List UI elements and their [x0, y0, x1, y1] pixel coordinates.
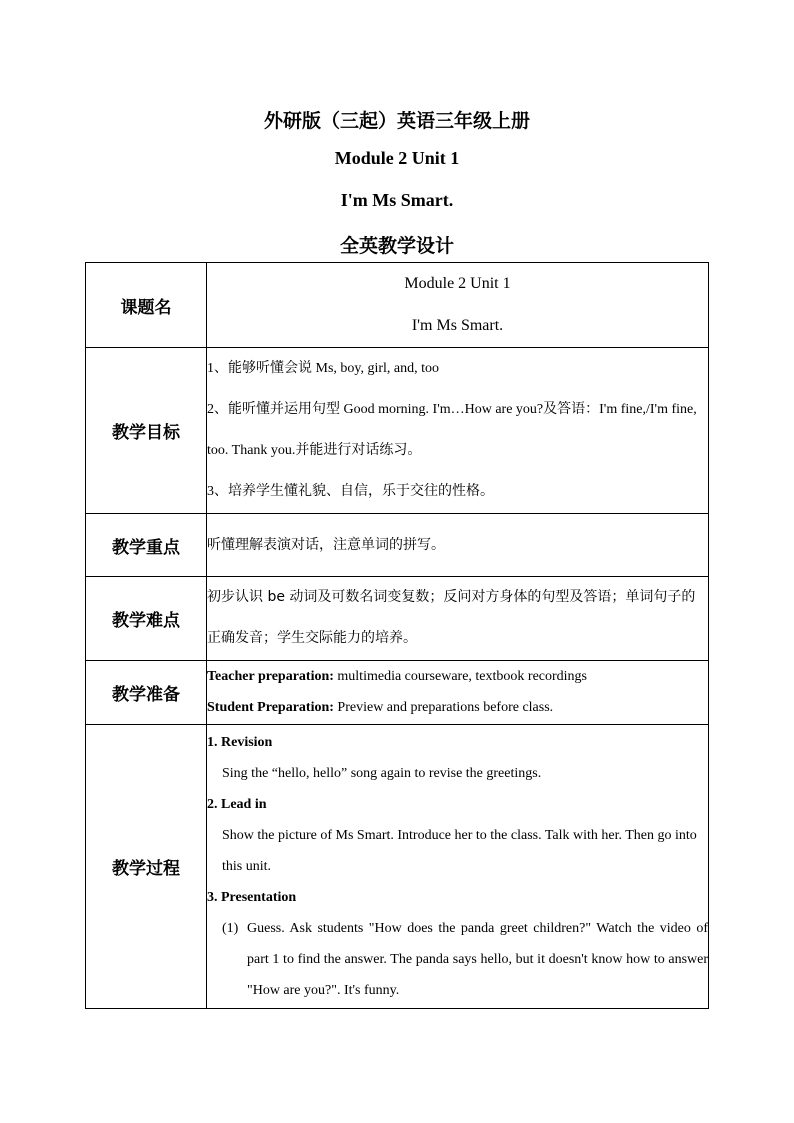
step-lead-in-heading: 2. Lead in [207, 797, 267, 812]
student-preparation [207, 692, 708, 723]
difficulties-content: 初步认识 be 动词及可数名词变复数；反问对方身体的句型及答语；单词句子的正确发音；学生交际能力的培养。 [207, 577, 709, 661]
student-preparation-label: Student Preparation: [207, 700, 334, 715]
row-process [86, 725, 709, 1009]
step-lead-in-text: Show the picture of Ms Smart. Introduce her to the class. Talk with her. Then go into this unit. [222, 828, 697, 874]
key-points-content: 听懂理解表演对话，注意单词的拼写。 [207, 514, 709, 577]
row-topic [86, 263, 709, 348]
row-key-points [86, 514, 709, 577]
row-preparation [86, 661, 709, 725]
label-key-points: 教学重点 [86, 514, 207, 577]
design-heading: 全英教学设计 [339, 235, 454, 257]
topic-content [207, 263, 709, 348]
row-difficulties [86, 577, 709, 661]
step-revision-heading: 1. Revision [207, 735, 273, 750]
module-unit-heading: Module 2 Unit 1 [334, 148, 460, 168]
teacher-preparation-label: Teacher preparation: [207, 669, 334, 684]
label-topic: 课题名 [86, 263, 207, 348]
presentation-item-text: Guess. Ask students "How does the panda greet children?" Watch the video of part 1 to find the answer. The panda says hello, but it doesn't know how to answer "How are you?". It's funny. [247, 921, 708, 998]
presentation-item-number: (1) [222, 921, 239, 936]
presentation-item-1 [207, 913, 708, 1006]
lesson-plan-table [85, 262, 709, 1009]
label-difficulties: 教学难点 [86, 577, 207, 661]
goal-item-3: 3、培养学生懂礼貌、自信，乐于交往的性格。 [207, 484, 494, 499]
label-goals: 教学目标 [86, 348, 207, 514]
goal-item-2: 2、能听懂并运用句型 Good morning. I'm…How are you?及答语：I'm fine,/I'm fine, too. Thank you.并能进行对话练习。 [207, 402, 697, 458]
process-content [207, 725, 709, 1009]
teacher-preparation [207, 661, 708, 692]
label-preparation: 教学准备 [86, 661, 207, 725]
goal-item-1: 1、能够听懂会说 Ms, boy, girl, and, too [207, 361, 440, 376]
goals-content [207, 348, 709, 514]
step-revision-text: Sing the “hello, hello” song again to revise the greetings. [222, 766, 542, 781]
label-process: 教学过程 [86, 725, 207, 1009]
teacher-preparation-text: multimedia courseware, textbook recordings [333, 669, 587, 684]
topic-line-2: I'm Ms Smart. [411, 317, 504, 334]
student-preparation-text: Preview and preparations before class. [333, 700, 554, 715]
preparation-content [207, 661, 709, 725]
lesson-heading: I'm Ms Smart. [340, 190, 454, 210]
topic-line-1: Module 2 Unit 1 [404, 275, 511, 292]
step-presentation-heading: 3. Presentation [207, 890, 297, 905]
row-goals [86, 348, 709, 514]
document-title: 外研版（三起）英语三年级上册 [263, 110, 530, 132]
